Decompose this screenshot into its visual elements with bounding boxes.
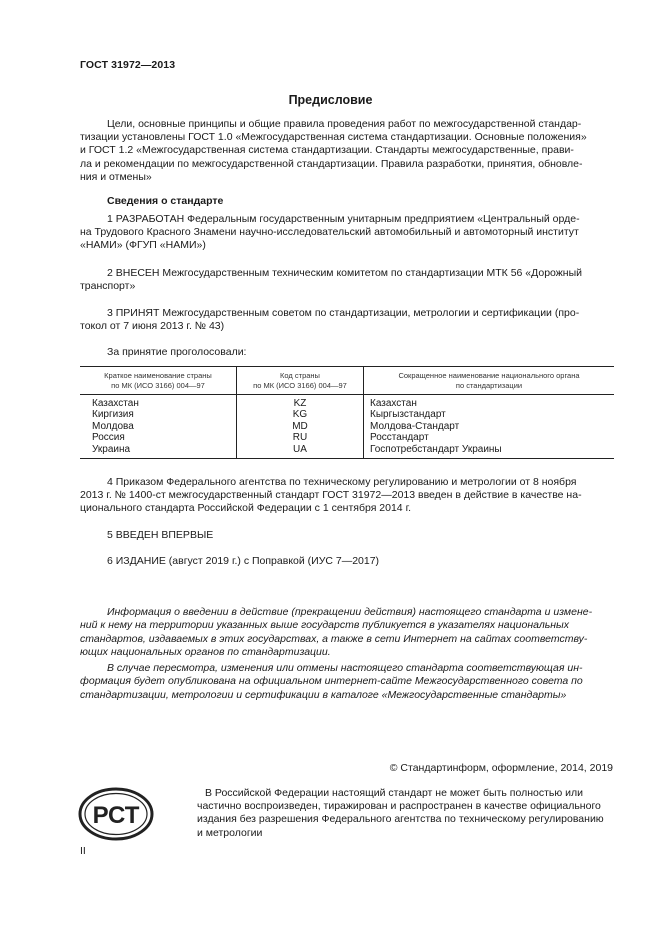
item-line: транспорт» — [80, 280, 136, 293]
cell-body: Госпотребстандарт Украины — [364, 444, 615, 459]
cell-country: Россия — [92, 432, 125, 444]
info-line: ний к нему на территории указанных выше государств публикуется в указателях национальных — [80, 619, 570, 632]
cell-country: Украина — [80, 444, 237, 459]
header-body — [364, 367, 615, 395]
item-line: 4 Приказом Федерального агентства по техническому регулированию и метрологии от 8 ноября — [107, 476, 577, 488]
header-line: по МК (ИСО 3166) 004—97 — [253, 380, 347, 390]
cell-body: Росстандарт — [364, 432, 615, 443]
cell-code: KZ — [237, 395, 364, 410]
revision-paragraph — [80, 662, 613, 702]
cell-country: Казахстан — [92, 398, 139, 409]
item-line: 6 ИЗДАНИЕ (август 2019 г.) с Поправкой (ИУС 7—2017) — [107, 555, 380, 567]
item-line: ционального стандарта Российской Федерации с 1 сентября 2014 г. — [80, 502, 412, 515]
info-line: Информация о введении в действие (прекращении действия) настоящего стандарта и измене- — [107, 606, 593, 618]
cell-body: Молдова-Стандарт — [364, 421, 615, 432]
header-line: по МК (ИСО 3166) 004—97 — [111, 380, 205, 390]
notice-line: издания без разрешения Федерального агентства по техническому регулированию — [197, 813, 604, 826]
header-line: по стандартизации — [455, 380, 523, 390]
item-developed — [80, 213, 613, 253]
notice-line: В Российской Федерации настоящий стандарт не может быть полностью или — [205, 787, 584, 799]
logo-text: РСТ — [92, 802, 140, 829]
document-id: ГОСТ 31972—2013 — [80, 59, 176, 71]
cell-code: RU — [237, 432, 364, 443]
intro-paragraph — [80, 118, 613, 184]
copyright: © Стандартинформ, оформление, 2014, 2019 — [389, 762, 613, 774]
cell-body: Кыргызстандарт — [364, 409, 615, 420]
intro-line: ла и рекомендации по межгосударственной стандартизации. Правила разработки, принятия, обновле- — [80, 157, 583, 170]
table-header-row — [80, 367, 614, 395]
info-line: ющих национальных органов по стандартизации. — [80, 645, 331, 658]
header-line: Сокращенное наименование национального органа — [398, 371, 580, 380]
item-adopted — [80, 307, 613, 333]
table-row — [80, 395, 614, 410]
table-row — [80, 432, 614, 443]
item-order — [80, 476, 613, 516]
reproduction-notice — [197, 787, 614, 840]
item-line: «НАМИ» (ФГУП «НАМИ») — [80, 239, 206, 252]
info-paragraph — [80, 606, 613, 659]
cell-body: Казахстан — [364, 395, 615, 410]
page-title: Предисловие — [288, 93, 373, 107]
item-line: 1 РАЗРАБОТАН Федеральным государственным унитарным предприятием «Центральный орде- — [107, 213, 580, 225]
header-country — [80, 367, 237, 395]
header-code — [237, 367, 364, 395]
item-edition — [80, 555, 613, 568]
votes-intro-text: За принятие проголосовали: — [107, 346, 247, 358]
info-line: формация будет опубликована на официальном интернет-сайте Межгосударственного совета по — [80, 675, 583, 688]
table-row — [80, 444, 614, 459]
cell-code: UA — [237, 444, 364, 459]
notice-line: и метрологии — [197, 826, 263, 839]
intro-line: ния и отмены» — [80, 170, 152, 183]
info-line: В случае пересмотра, изменения или отмены настоящего стандарта соответствующая ин- — [107, 662, 583, 674]
table-row — [80, 421, 614, 432]
cell-country: Киргизия — [92, 409, 134, 421]
item-line: 2013 г. № 1400-ст межгосударственный стандарт ГОСТ 31972—2013 введен в действие в качестве на- — [80, 489, 582, 502]
votes-intro — [80, 346, 613, 359]
item-line: 3 ПРИНЯТ Межгосударственным советом по стандартизации, метрологии и сертификации (про- — [107, 307, 580, 319]
table-row — [80, 409, 614, 420]
item-submitted — [80, 267, 613, 293]
info-line: стандартов, издаваемых в этих государствах, а также в сети Интернет на сайтах соответству- — [80, 632, 588, 645]
cell-code: KG — [237, 409, 364, 420]
cell-code: MD — [237, 421, 364, 432]
item-first-introduced — [80, 529, 613, 542]
header-line: Краткое наименование страны — [104, 371, 212, 380]
intro-line: Цели, основные принципы и общие правила проведения работ по межгосударственной стандар- — [107, 118, 582, 130]
intro-line: тизации установлены ГОСТ 1.0 «Межгосударственная система стандартизации. Основные положения» — [80, 131, 587, 144]
cell-country: Молдова — [92, 420, 134, 432]
info-line: стандартизации, метрологии и сертификации в каталоге «Межгосударственные стандарты» — [80, 688, 567, 701]
votes-table — [80, 366, 614, 459]
rst-logo-icon — [78, 787, 154, 841]
header-line: Код страны — [280, 371, 320, 380]
item-line: 2 ВНЕСЕН Межгосударственным техническим комитетом по стандартизации МТК 56 «Дорожный — [107, 267, 583, 279]
item-line: 5 ВВЕДЕН ВПЕРВЫЕ — [107, 529, 214, 541]
page-number: II — [80, 845, 86, 857]
item-line: токол от 7 июня 2013 г. № 43) — [80, 320, 225, 333]
intro-line: и ГОСТ 1.2 «Межгосударственная система стандартизации. Стандарты межгосударственные, прави- — [80, 144, 574, 157]
about-heading: Сведения о стандарте — [107, 195, 224, 207]
notice-line: частично воспроизведен, тиражирован и распространен в качестве официального — [197, 800, 601, 813]
item-line: на Трудового Красного Знамени научно-исследовательский автомобильный и автомоторный институт — [80, 226, 579, 239]
